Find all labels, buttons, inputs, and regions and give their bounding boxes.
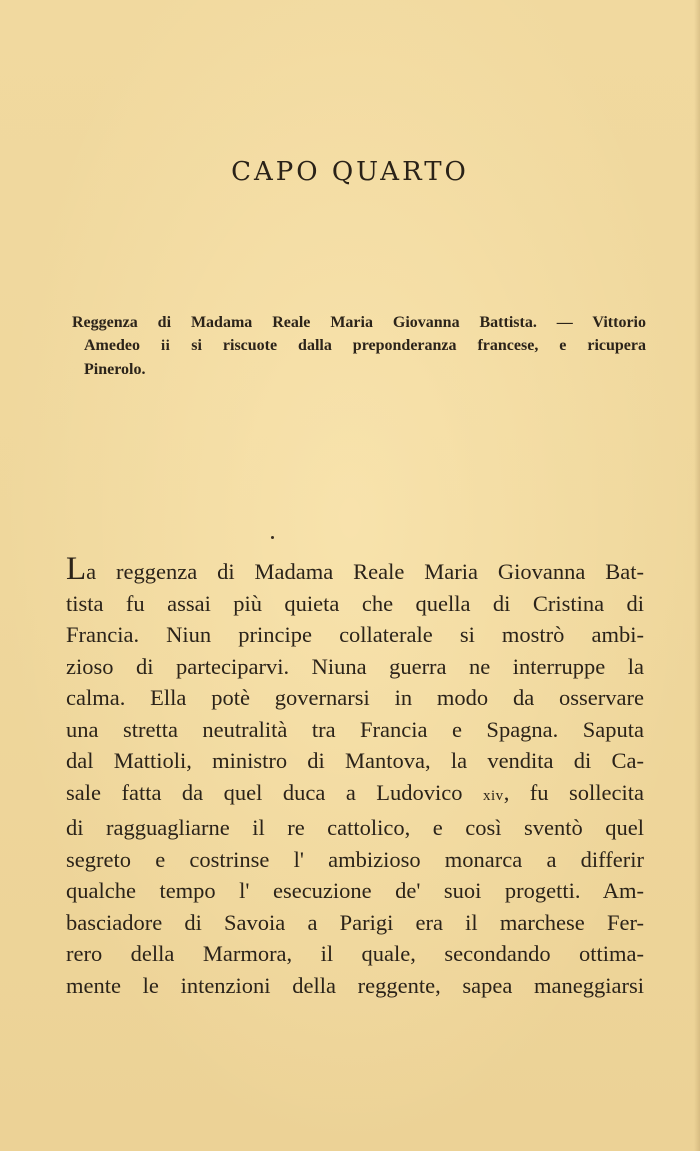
body-line: rero della Marmora, il quale, secondando ottima- [66,941,644,966]
body-line: di ragguagliarne il re cattolico, e così sventò quel [66,815,644,840]
roman-numeral: xiv [483,787,504,804]
page-edge-shadow [694,0,700,1151]
summary-line: Pinerolo. [84,361,146,378]
summary-line [72,334,646,358]
body-line: mente le intenzioni della reggente, sapea maneggiarsi [66,972,644,998]
roman-numeral: ii [160,338,171,354]
body-line: Francia. Niun principe collaterale si mostrò ambi- [66,622,644,647]
body-line: tista fu assai più quieta che quella di Cristina di [66,590,644,616]
summary-text: Amedeo [84,337,161,354]
body-line [66,777,644,813]
body-line: zioso di parteciparvi. Niuna guerra ne interruppe la [66,653,644,679]
body-paragraph [66,551,644,1001]
chapter-summary [72,311,646,381]
summary-line: Reggenza di Madama Reale Maria Giovanna Battista. — Vittorio [72,314,646,331]
drop-cap: L [66,551,87,587]
body-text: sale fatta da quel duca a Ludovico [66,779,484,805]
body-line: una stretta neutralità tra Francia e Spagna. Saputa [66,716,644,742]
summary-text: si riscuote dalla preponderanza francese, e ricupera [170,337,647,354]
body-line: segreto e costrinse l' ambizioso monarca a differir [66,846,644,872]
chapter-title: CAPO QUARTO [231,157,469,187]
body-line: calma. Ella potè governarsi in modo da osservare [66,685,644,710]
body-line [66,551,644,588]
body-text: a reggenza di Madama Reale Maria Giovanna Bat- [86,559,644,584]
body-line: basciadore di Savoia a Parigi era il marchese Fer- [66,909,644,935]
body-line: qualche tempo l' esecuzione de' suoi progetti. Am- [66,878,644,903]
ink-speck [271,536,274,539]
body-line: dal Mattioli, ministro di Mantova, la vendita di Ca- [66,748,644,773]
body-text: , fu sollecita [503,779,644,805]
